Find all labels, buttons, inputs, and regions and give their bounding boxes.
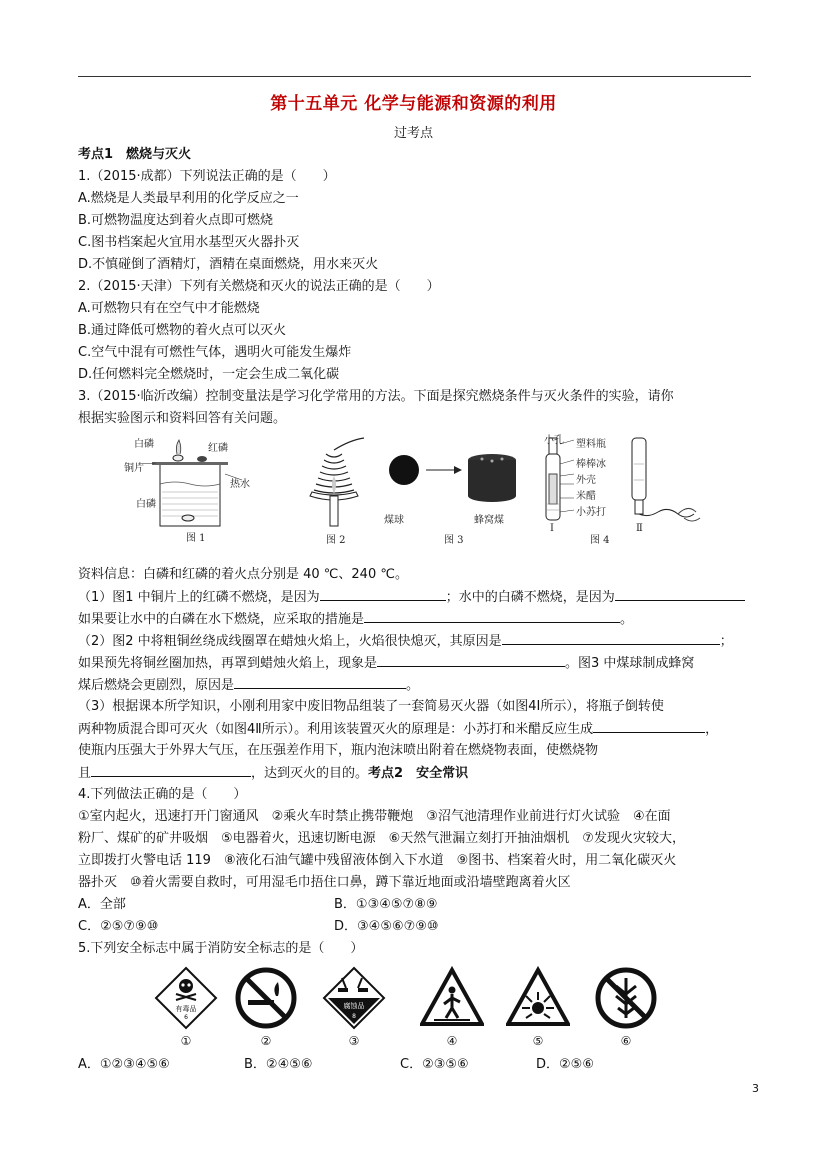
q5-signs — [78, 966, 778, 1054]
q3-info: 资料信息：白磷和红磷的着火点分别是 40 ℃、240 ℃。 — [78, 567, 408, 582]
q3-part3-line3: 使瓶内压强大于外界大气压，在压强差作用下，瓶内泡沫喷出附着在燃烧物表面，使燃烧物 — [78, 743, 599, 758]
figure-4 — [538, 434, 728, 562]
section-heading-2: 考点2 安全常识 — [368, 766, 469, 781]
fig1-label-white-p-top: 白磷 — [134, 439, 154, 450]
fig1-caption: 图 1 — [186, 533, 206, 544]
explosion-icon — [506, 966, 570, 1030]
figure-3 — [382, 434, 522, 562]
fig3-label-coal-ball: 煤球 — [384, 515, 404, 526]
fig4-label-ice-stick: 棒棒冰 — [576, 459, 606, 470]
q3-part2-line1: （2）图2 中将粗铜丝绕成线圈罩在蜡烛火焰上，火焰很快熄灭，其原因是 ； — [78, 630, 778, 652]
answer-blank[interactable] — [234, 674, 406, 689]
question-body — [78, 144, 778, 1076]
q3-stem-line1: 3.（2015·临沂改编）控制变量法是学习化学常用的方法。下面是探究燃烧条件与灭火条件的实验，请你 — [78, 389, 674, 404]
q1-option-c: C.图书档案起火宜用水基型灭火器扑灭 — [78, 235, 300, 250]
q5-option-b: B．②④⑤⑥ — [244, 1057, 313, 1072]
fig4-label-vinegar: 米醋 — [576, 491, 596, 502]
page-subtitle: 过考点 — [393, 126, 433, 141]
q2-option-c: C.空气中混有可燃性气体，遇明火可能发生爆炸 — [78, 345, 352, 360]
q4-options-row2 — [78, 916, 778, 938]
answer-blank[interactable] — [364, 608, 620, 623]
corrosive-icon — [322, 966, 386, 1030]
q4-line3: 立即拨打火警电话 119 ⑧液化石油气罐中残留液体倒入下水道 ⑨图书、档案着火时，用二氧化碳灭火 — [78, 853, 677, 868]
fig4-label-ii: Ⅱ — [636, 523, 643, 534]
q5-stem: 5.下列安全标志中属于消防安全标志的是（ ） — [78, 941, 364, 956]
coal-diagram — [382, 434, 522, 510]
fig4-label-hole: 小孔 — [544, 435, 564, 446]
corrosive-sign-text: 腐蚀品 — [343, 1002, 365, 1010]
fig1-label-white-p-bottom: 白磷 — [136, 499, 156, 510]
fig4-caption: 图 4 — [590, 535, 610, 546]
q1-option-d: D.不慎碰倒了酒精灯，酒精在桌面燃烧，用水来灭火 — [78, 257, 379, 272]
q3-stem-line2: 根据实验图示和资料回答有关问题。 — [78, 411, 287, 426]
q4-option-c: C．②⑤⑦⑨⑩ — [78, 919, 159, 934]
q1-option-b: B.可燃物温度达到着火点即可燃烧 — [78, 213, 274, 228]
pedestrian-icon — [420, 966, 484, 1030]
fig1-label-copper: 铜片 — [124, 463, 144, 474]
copper-coil-diagram — [290, 434, 380, 529]
q5-option-c: C．②③⑤⑥ — [400, 1057, 469, 1072]
q2-option-a: A.可燃物只有在空气中才能燃烧 — [78, 301, 260, 316]
answer-blank[interactable] — [91, 762, 251, 777]
q3-figures — [78, 434, 778, 562]
q4-option-b: B．①③④⑤⑦⑧⑨ — [334, 897, 438, 912]
q3-part3-line2: 两种物质混合即可灭火（如图4Ⅱ所示）。利用该装置灭火的原理是：小苏打和米醋反应生成 ， — [78, 718, 778, 740]
answer-blank[interactable] — [377, 652, 565, 667]
figure-1 — [124, 434, 270, 562]
answer-blank[interactable] — [320, 586, 446, 601]
fig4-label-bottle: 塑料瓶 — [576, 439, 606, 450]
q3-part3-line4: 且 ，达到灭火的目的。考点2 安全常识 — [78, 762, 778, 784]
q3-part3-line1: （3）根据课本所学知识，小刚利用家中废旧物品组装了一套简易灭火器（如图4Ⅰ所示），将瓶子倒转使 — [78, 699, 664, 714]
figure-2 — [290, 434, 380, 562]
answer-blank[interactable] — [593, 718, 705, 733]
q4-line1: ①室内起火，迅速打开门窗通风 ②乘火车时禁止携带鞭炮 ③沼气池清理作业前进行灯火试验 ④在面 — [78, 809, 671, 824]
toxic-sign-text: 有毒品 — [175, 1005, 197, 1013]
fig1-label-hot-water: 热水 — [230, 479, 250, 490]
warning-triangle-sign — [420, 966, 484, 1030]
page-title: 第十五单元 化学与能源和资源的利用 — [270, 94, 557, 114]
q1-stem: 1.（2015·成都）下列说法正确的是（ ） — [78, 169, 336, 184]
sign-number-5: ⑤ — [532, 1034, 544, 1048]
fig1-label-red-p: 红磷 — [208, 443, 228, 454]
toxic-sign — [154, 966, 218, 1030]
q5-option-a: A．①②③④⑤⑥ — [78, 1057, 170, 1072]
fig4-label-baking-soda: 小苏打 — [576, 507, 606, 518]
q5-option-d: D．②⑤⑥ — [536, 1057, 594, 1072]
q4-options-row1 — [78, 894, 778, 916]
no-fire-icon — [234, 966, 298, 1030]
explosive-triangle-sign — [506, 966, 570, 1030]
answer-blank[interactable] — [502, 630, 720, 645]
sign-number-3: ③ — [348, 1034, 360, 1048]
sign-number-6: ⑥ — [620, 1034, 632, 1048]
q4-line2: 粉厂、煤矿的矿井吸烟 ⑤电器着火，迅速切断电源 ⑥天然气泄漏立刻打开抽油烟机 ⑦发现火灾较大， — [78, 831, 685, 846]
fig4-label-shell: 外壳 — [576, 475, 596, 486]
fig4-label-i: Ⅰ — [550, 523, 554, 534]
q3-part2-line2: 如果预先将铜丝圈加热，再罩到蜡烛火焰上，现象是 。图3 中煤球制成蜂窝 — [78, 652, 778, 674]
corrosive-sign-class: 8 — [352, 1013, 356, 1020]
q3-part1-line2: 如果要让水中的白磷在水下燃烧，应采取的措施是 。 — [78, 608, 778, 630]
no-fireworks-sign — [594, 966, 658, 1030]
sign-number-4: ④ — [446, 1034, 458, 1048]
page-number: 3 — [752, 1082, 759, 1095]
fig2-caption: 图 2 — [326, 535, 346, 546]
header-rule — [78, 76, 751, 77]
toxic-sign-class: 6 — [184, 1014, 188, 1021]
no-smoking-sign — [234, 966, 298, 1030]
q4-line4: 器扑灭 ⑩着火需要自救时，可用湿毛巾捂住口鼻，蹲下靠近地面或沿墙壁跑离着火区 — [78, 875, 571, 890]
corrosive-sign — [322, 966, 386, 1030]
q2-stem: 2.（2015·天津）下列有关燃烧和灭火的说法正确的是（ ） — [78, 279, 440, 294]
sign-number-1: ① — [180, 1034, 192, 1048]
extinguisher-diagram — [538, 434, 728, 534]
q5-options — [78, 1054, 778, 1076]
answer-blank[interactable] — [615, 586, 745, 601]
fig3-label-honeycomb: 蜂窝煤 — [474, 515, 504, 526]
q2-option-b: B.通过降低可燃物的着火点可以灭火 — [78, 323, 287, 338]
sign-number-2: ② — [260, 1034, 272, 1048]
q4-stem: 4.下列做法正确的是（ ） — [78, 787, 247, 802]
fig3-caption: 图 3 — [444, 535, 464, 546]
no-fireworks-icon — [594, 966, 658, 1030]
q4-option-d: D．③④⑤⑥⑦⑨⑩ — [334, 919, 439, 934]
q3-part1-line1: （1）图1 中铜片上的红磷不燃烧，是因为 ；水中的白磷不燃烧，是因为 — [78, 586, 778, 608]
q3-part2-line3: 煤后燃烧会更剧烈，原因是 。 — [78, 674, 778, 696]
q2-option-d: D.任何燃料完全燃烧时，一定会生成二氧化碳 — [78, 367, 340, 382]
q1-option-a: A.燃烧是人类最早利用的化学反应之一 — [78, 191, 299, 206]
section-heading-1: 考点1 燃烧与灭火 — [78, 147, 192, 162]
skull-icon — [154, 966, 218, 1030]
q4-option-a: A．全部 — [78, 897, 126, 912]
